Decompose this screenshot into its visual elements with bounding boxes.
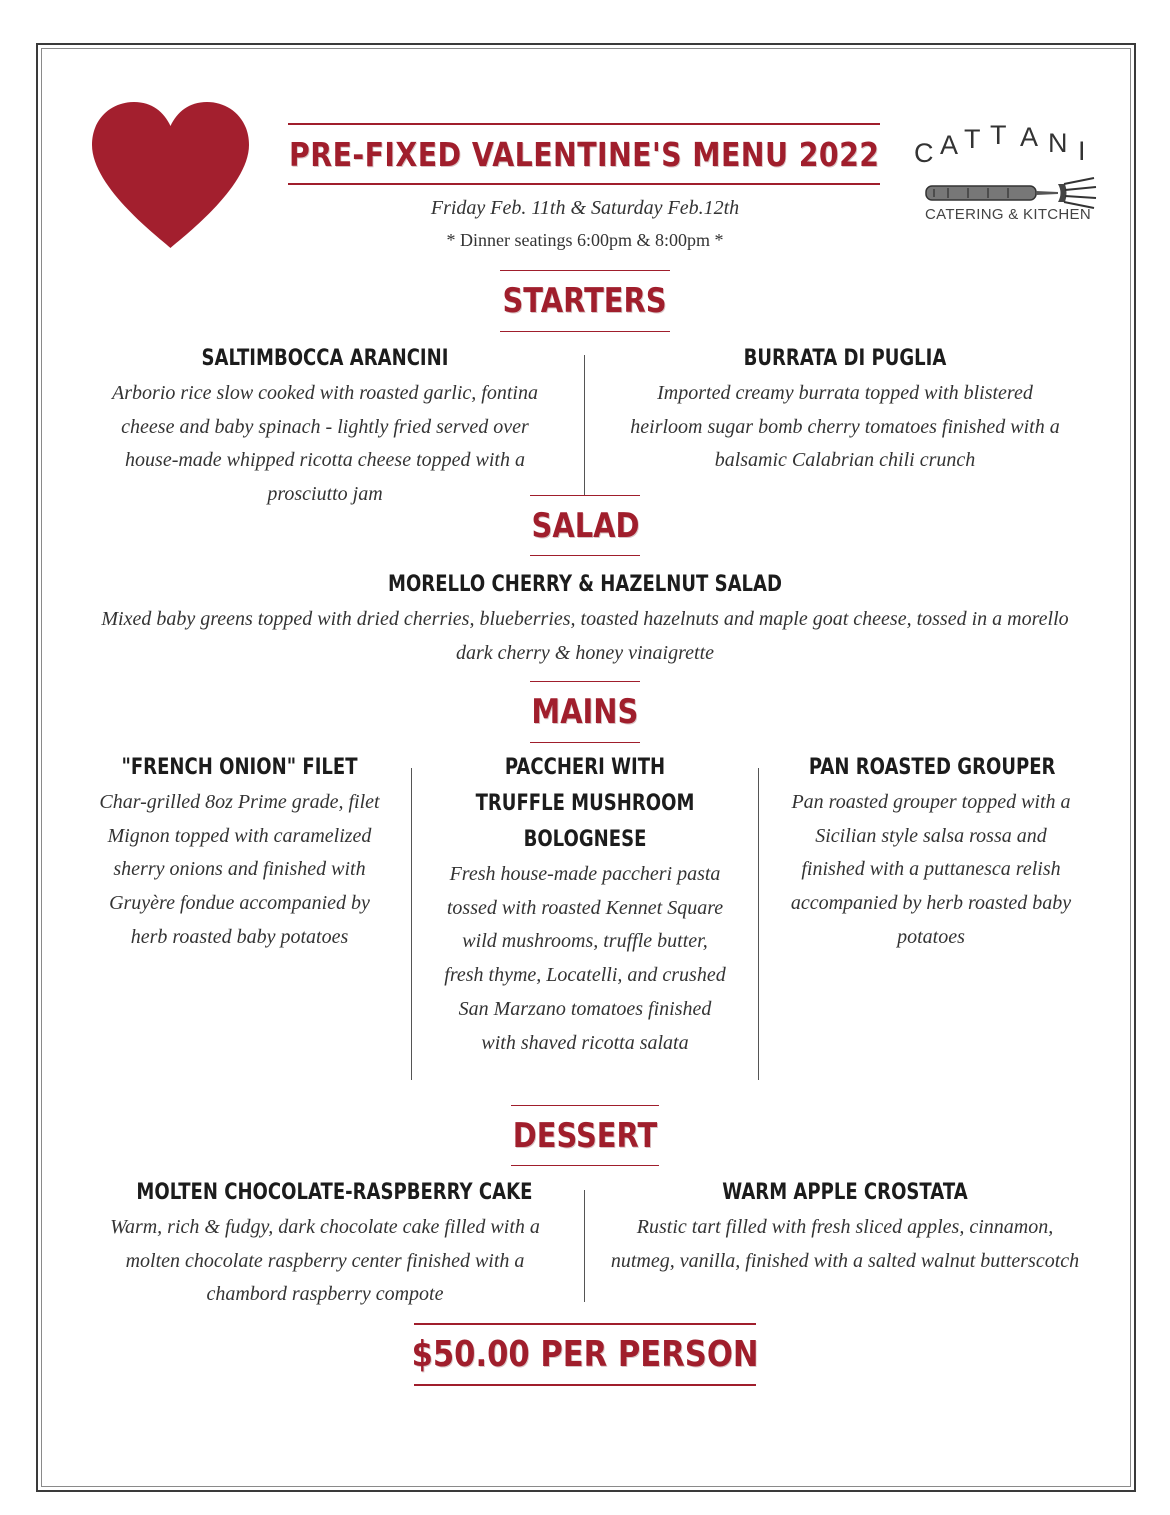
dish-name: SALTIMBOCCA ARANCINI	[201, 346, 449, 371]
dish-name: PACCHERI WITH TRUFFLE MUSHROOM BOLOGNESE	[475, 755, 695, 852]
dish-description: Mixed baby greens topped with dried cherries, blueberries, toasted hazelnuts and maple goat cheese, tossed in a morello dark cherry & honey vinaigrette	[101, 608, 1069, 664]
column-divider	[584, 355, 585, 495]
dish-name: MORELLO CHERRY & HAZELNUT SALAD	[388, 572, 782, 597]
column-divider	[758, 768, 759, 1080]
dish-name: BURRATA DI PUGLIA	[743, 346, 947, 371]
dish-name: MOLTEN CHOCOLATE-RASPBERRY CAKE	[136, 1180, 533, 1205]
dish-name: PAN ROASTED GROUPER	[808, 755, 1056, 780]
dinner-seatings: * Dinner seatings 6:00pm & 8:00pm *	[446, 230, 724, 250]
dish-description: Char-grilled 8oz Prime grade, filet Mignon topped with caramelized sherry onions and finished with Gruyère fondue accompanied by herb roasted baby potatoes	[99, 791, 380, 948]
dish-name: "FRENCH ONION" FILET	[121, 755, 358, 780]
dish-saltimbocca-arancini	[95, 341, 555, 512]
dish-description: Rustic tart filled with fresh sliced apples, cinnamon, nutmeg, vanilla, finished with a salted walnut butterscotch	[610, 1216, 1080, 1272]
menu-title: PRE-FIXED VALENTINE'S MENU 2022	[288, 134, 880, 174]
dish-morello-cherry-hazelnut-salad	[95, 567, 1075, 670]
dish-description: Arborio rice slow cooked with roasted garlic, fontina cheese and baby spinach - lightly fried served over house-made whipped ricotta cheese topped with a prosciutto jam	[112, 382, 538, 506]
dish-description: Imported creamy burrata topped with blistered heirloom sugar bomb cherry tomatoes finished with a balsamic Calabrian chili crunch	[630, 382, 1060, 472]
dish-description: Warm, rich & fudgy, dark chocolate cake filled with a molten chocolate raspberry center finished with a chambord raspberry compote	[110, 1216, 540, 1306]
cattani-logo	[908, 118, 1108, 233]
dish-description: Pan roasted grouper topped with a Sicilian style salsa rossa and finished with a puttanesca relish accompanied by herb roasted baby potatoes	[790, 791, 1072, 948]
dish-pan-roasted-grouper	[782, 750, 1080, 955]
dish-paccheri-truffle-bolognese	[435, 750, 735, 1060]
column-divider	[411, 768, 412, 1080]
heart-icon	[88, 100, 253, 250]
section-heading-salad	[530, 495, 640, 556]
section-heading-label: DESSERT	[512, 1115, 658, 1156]
price-per-person	[411, 1323, 759, 1386]
menu-title-box	[288, 123, 880, 185]
section-heading-label: MAINS	[531, 692, 639, 732]
section-heading-dessert	[511, 1105, 659, 1166]
dish-burrata-di-puglia	[615, 341, 1075, 478]
dish-warm-apple-crostata	[610, 1175, 1080, 1278]
price-label: $50.00 PER PERSON	[411, 1334, 759, 1375]
dish-molten-chocolate-raspberry-cake	[95, 1175, 555, 1312]
dish-description: Fresh house-made paccheri pasta tossed with roasted Kennet Square wild mushrooms, truffle butter, fresh thyme, Locatelli, and crushed San Marzano tomatoes finished with shaved ricotta salata	[444, 863, 726, 1054]
dish-name: WARM APPLE CROSTATA	[722, 1180, 968, 1205]
section-heading-label: SALAD	[531, 505, 639, 546]
logo-subtitle: CATERING & KITCHEN	[925, 206, 1091, 223]
section-heading-starters	[500, 270, 670, 332]
logo-wordmark	[908, 118, 1108, 168]
section-heading-label: STARTERS	[502, 281, 668, 321]
section-heading-mains	[530, 681, 640, 743]
event-dates: Friday Feb. 11th & Saturday Feb.12th	[430, 197, 740, 219]
column-divider	[584, 1190, 585, 1302]
dish-french-onion-filet	[92, 750, 387, 955]
svg-text:CATTANI: C A T T A N I	[914, 120, 1086, 168]
